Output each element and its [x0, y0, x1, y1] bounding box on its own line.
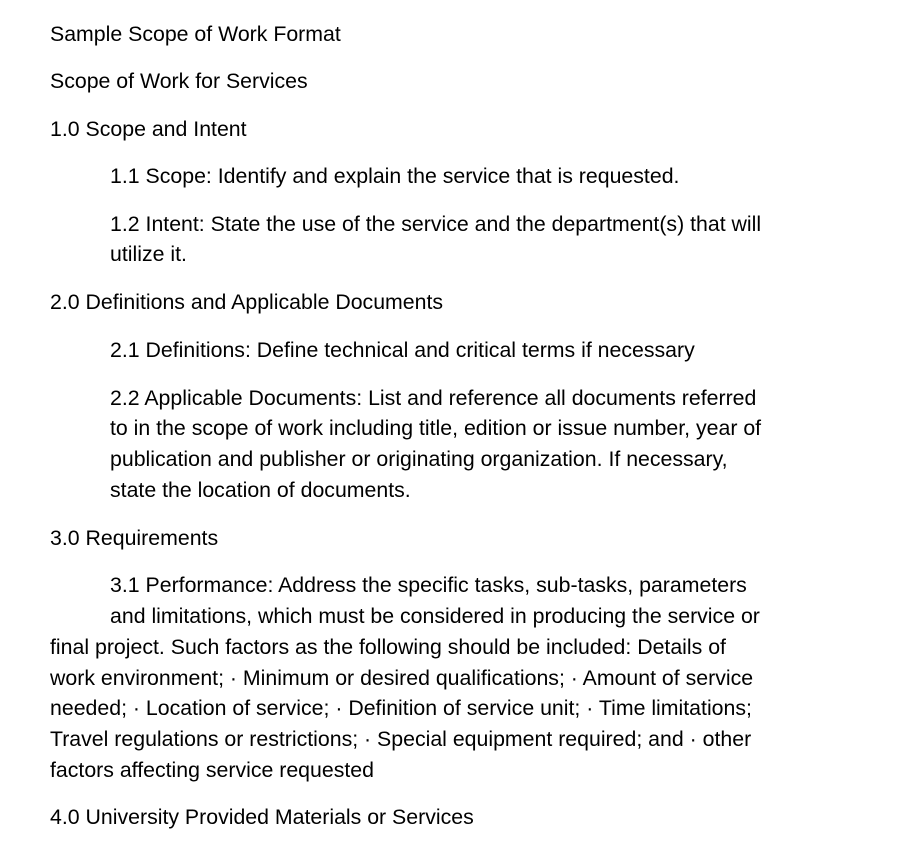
item-line: factors affecting service requested	[50, 758, 374, 782]
item-line: work environment; · Minimum or desired qualifications; · Amount of service	[50, 666, 754, 690]
item-line: 1.2 Intent: State the use of the service and the department(s) that will	[110, 212, 762, 236]
item-line: needed; · Location of service; · Definition of service unit; · Time limitations;	[50, 696, 752, 720]
item-line: 3.1 Performance: Address the specific tasks, sub-tasks, parameters	[110, 573, 747, 597]
section-heading: 2.0 Definitions and Applicable Documents	[50, 290, 444, 314]
item-line: utilize it.	[110, 242, 187, 266]
section-heading: 3.0 Requirements	[50, 526, 219, 550]
section-heading: 4.0 University Provided Materials or Services	[50, 805, 474, 829]
item-line: and limitations, which must be considered in producing the service or	[110, 604, 760, 628]
item-line: state the location of documents.	[110, 478, 411, 502]
document-title: Sample Scope of Work Format	[50, 22, 341, 46]
item-line: 2.1 Definitions: Define technical and critical terms if necessary	[110, 338, 695, 362]
section-heading: 1.0 Scope and Intent	[50, 117, 247, 141]
item-line: final project. Such factors as the following should be included: Details of	[50, 635, 726, 659]
item-line: publication and publisher or originating organization. If necessary,	[110, 447, 728, 471]
item-line: 1.1 Scope: Identify and explain the service that is requested.	[110, 164, 680, 188]
item-line: to in the scope of work including title, edition or issue number, year of	[110, 416, 762, 440]
item-line: Travel regulations or restrictions; · Special equipment required; and · other	[50, 727, 752, 751]
item-line: 2.2 Applicable Documents: List and reference all documents referred	[110, 386, 757, 410]
document-subtitle: Scope of Work for Services	[50, 69, 308, 93]
